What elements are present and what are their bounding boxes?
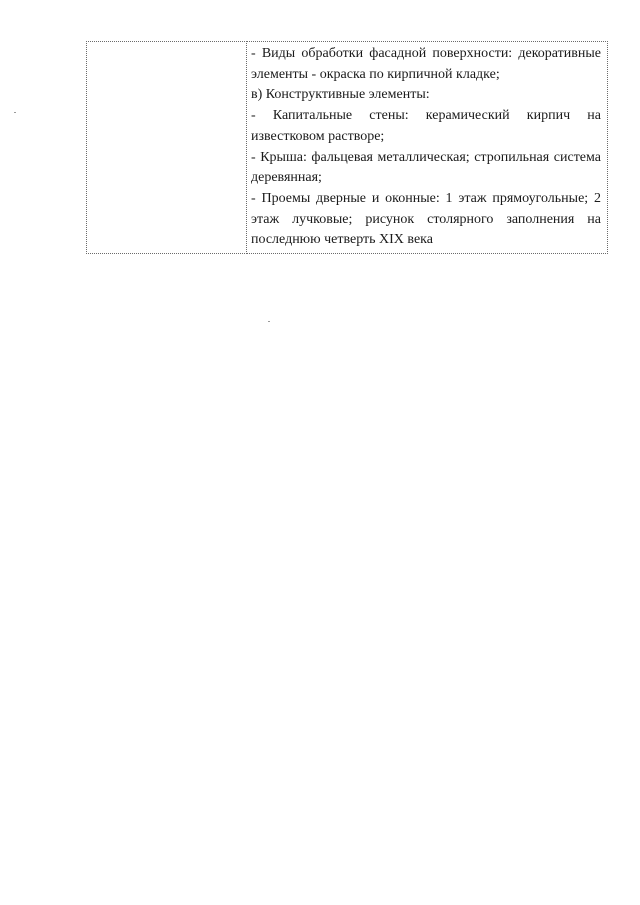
right-cell-content: [247, 42, 607, 253]
scan-artifact: [268, 321, 270, 322]
facade-treatment-item: - Виды обработки фасадной поверхности: декоративные элементы - окраска по кирпичной кладке;: [251, 46, 601, 82]
roof-item: - Крыша: фальцевая металлическая; стропильная система деревянная;: [251, 149, 601, 186]
walls-item: - Капитальные стены: керамический кирпич на известковом растворе;: [251, 108, 601, 144]
structural-elements-heading: в) Конструктивные элементы:: [251, 87, 430, 103]
openings-item: - Проемы дверные и оконные: 1 этаж прямоугольные; 2 этаж лучковые; рисунок столярного заполнения на последнюю четверть XIX века: [251, 190, 601, 248]
description-table: [86, 41, 608, 254]
scan-artifact: [14, 112, 16, 113]
table-row: [87, 42, 608, 254]
table-cell-left: [87, 42, 247, 254]
left-cell-text: [87, 42, 246, 46]
table-cell-right: [247, 42, 608, 254]
